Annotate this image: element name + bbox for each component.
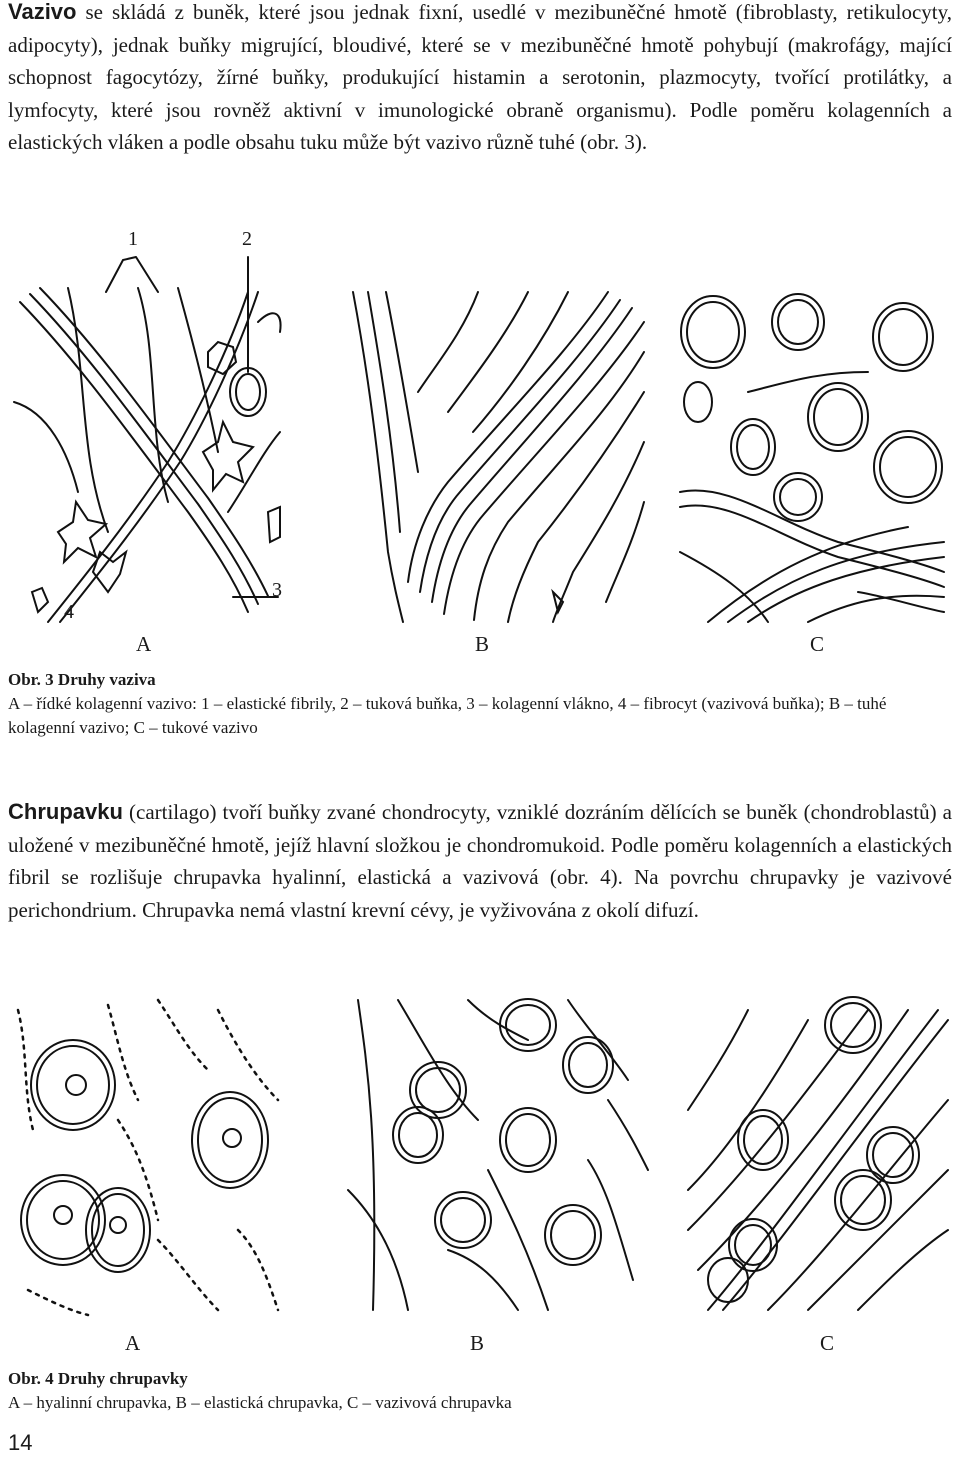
panel-c-drawing <box>688 997 948 1310</box>
figure-3-caption <box>8 668 952 740</box>
paragraph-cartilage <box>8 796 952 926</box>
figure-3-illustration <box>8 252 952 627</box>
panel-label-a: A <box>125 1331 141 1355</box>
callout-label: 1 <box>128 228 138 250</box>
panel-b-drawing <box>353 292 644 622</box>
panel-label-b: B <box>470 1331 485 1355</box>
figure-4-illustration <box>8 990 952 1320</box>
lead-term: Vazivo <box>8 0 77 24</box>
panel-a-drawing <box>18 1000 278 1315</box>
callout-label: 2 <box>242 228 252 250</box>
panel-label-b: B <box>475 632 490 656</box>
caption-title: Obr. 3 Druhy vaziva <box>8 670 156 689</box>
panel-a-drawing <box>14 257 286 622</box>
callout-label: 3 <box>272 579 282 601</box>
caption-text: A – hyalinní chrupavka, B – elastická chrupavka, C – vazivová chrupavka <box>8 1393 512 1412</box>
caption-title: Obr. 4 Druhy chrupavky <box>8 1369 188 1388</box>
lead-term: Chrupavku <box>8 799 123 824</box>
panel-label-a: A <box>136 632 152 656</box>
page-number: 14 <box>8 1430 33 1455</box>
panel-c-drawing <box>680 294 944 622</box>
callout-label: 4 <box>64 601 74 623</box>
panel-label-c: C <box>810 632 825 656</box>
caption-text: A – řídké kolagenní vazivo: 1 – elastické fibrily, 2 – tuková buňka, 3 – kolagenní vlákno, 4 – fibrocyt (vazivová buňka); B – tuhé kolagenní vazivo; C – tukové vazivo <box>8 694 887 737</box>
paragraph-text: (cartilago) tvoří buňky zvané chondrocyty, vzniklé dozráním dělících se buněk (chondroblastů) a uložené v mezibuněčné hmotě, jejíž hlavní složkou je chondromukoid. Podle poměru kolagenních a elastických fibril se rozlišuje chrupavka hyalinní, elastická a vazivová (obr. 4). Na povrchu chrupavky je vazivové perichondrium. Chrupavka nemá vlastní krevní cévy, je vyživována z okolí difuzí. <box>8 800 952 922</box>
panel-b-drawing <box>348 999 648 1310</box>
paragraph-connective-tissue <box>8 0 952 159</box>
paragraph-text: se skládá z buněk, které jsou jednak fixní, usedlé v mezibuněčné hmotě (fibroblasty, retikulocyty, adipocyty), jednak buňky migrující, bloudivé, které se v mezibuněčné hmotě pohybují (makrofágy, mající schopnost fagocytózy, žírné buňky, produkující histamin a serotonin, plazmocyty, tvořící protilátky, a lymfocyty, které jsou rovněž aktivní v imunologické obraně organismu). Podle poměru kolagenních a elastických vláken a podle obsahu tuku může být vazivo různě tuhé (obr. 3). <box>8 0 952 154</box>
panel-label-c: C <box>820 1331 835 1355</box>
figure-4-caption <box>8 1367 952 1415</box>
